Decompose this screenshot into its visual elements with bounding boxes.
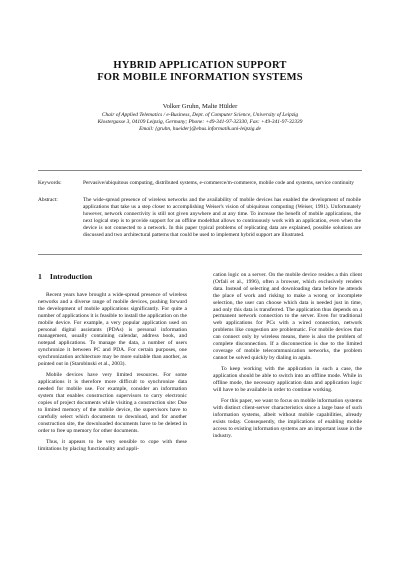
affiliation-line-1: Chair of Applied Telematics / e-Business, Dept. of Computer Science, University of Leipzig xyxy=(101,112,299,118)
left-paragraph-1: Recent years have brought a wide-spread presence of wireless networks and a diverse range of mobile devices, pushing forward the development of mobile applications significantly. For quite a number of applications it is feasible to install the application on the mobile device. For example, a very popular application used on personal digital assistants (PDAs) is personal information management, usually containing calendar, address book, and notepad applications. To manage the data, a number of users synchronize it between PC and PDA. For certain purposes, one synchronization architecture may be more suitable than another, as pointed out in (Starobinski et al., 2003). xyxy=(38,292,187,368)
keywords-label: Keywords: xyxy=(38,180,62,186)
author-affiliation xyxy=(0,112,400,132)
paper-title xyxy=(0,60,400,84)
abstract-text: The wide-spread presence of wireless networks and the availability of mobile devices has enabled the development of mobile applications that take us a step closer to accomplishing Weiser's vision of ubiquitous computing (Weiser, 1991). Unfortunately however, network connectivity is still not given anywhere and at any time. To increase the benefit of mobile applications, the next logical step is to provide support for an offline modelthat allows to continuously work with an application, even when the device is not connected to a network. In this paper typical problems of replicating data are explained, possible solutions are discussed and two architectural patterns that could be used to implement hybrid support are illustrated. xyxy=(83,197,361,238)
section-heading xyxy=(38,272,92,281)
bottom-divider xyxy=(38,254,362,255)
abstract-label: Abstract: xyxy=(38,197,58,203)
right-paragraph-2: To keep working with the application in such a case, the application should be able to switch into an offline mode. While in offline mode, the necessary application data and application logic will have to be available in order to continue working. xyxy=(213,366,362,393)
right-paragraph-3: For this paper, we want to focus on mobile information systems with distinct client-server characteristics since a large base of such information systems, albeit without mobile capabilities, already exists today. Consequently, the implications of enabling mobile access to existing information systems are an important issue in the industry. xyxy=(213,398,362,439)
keywords-text: Pervasive/ubiquitous computing, distributed systems, e-commerce/m-commerce, mobile code and systems, service continuity xyxy=(83,180,354,186)
right-column xyxy=(213,272,362,444)
affiliation-line-2: Klostergasse 3, 04109 Leipzig, Germany; Phone: +49-341-97-32330, Fax: +49-341-97-32339 xyxy=(97,118,303,125)
right-paragraph-1: cation logic on a server. On the mobile device resides a thin client (Orfali et al., 1996), often a browser, which exclusively renders data. Instead of selecting and downloading data before he attends the place of work and risking to make a wrong or incomplete selection, the user can choose which data is needed just in time, and only this data is transferred. The application thus depends on a permanent network connection to the server. Even for traditional web applications for PCs with a wired connection, network problems like congestion are problematic. For mobile devices that can connect only by wireless means, there is also the problem of complete disconnection. If a disconnection is due to the limited coverage of mobile telecommunication networks, the problem cannot be solved quickly by dialing in again. xyxy=(213,272,362,361)
title-line-2: FOR MOBILE INFORMATION SYSTEMS xyxy=(97,72,303,83)
left-paragraph-2: Mobile devices have very limited resources. For some applications it is therefore more difficult to synchronize data needed for mobile use. For example, consider an information system that enables construction supervisors to carry electronic copies of project documents while visiting a construction site: Due to limited memory of the mobile device, the supervisors have to carefully select which documents to download, and for another construction site, the downloaded documents have to be deleted in order to free up memory for other documents. xyxy=(38,372,187,434)
left-column xyxy=(38,292,187,457)
section-title: Introduction xyxy=(49,272,93,281)
left-paragraph-3: Thus, it appears to be very sensible to cope with these limitations by placing functionality and appli- xyxy=(38,439,187,453)
title-line-1: HYBRID APPLICATION SUPPORT xyxy=(113,60,287,71)
affiliation-email: Email: {gruhn, hueider}@ebus.informatik.uni-leipzig.de xyxy=(139,125,261,132)
top-divider xyxy=(38,170,362,171)
section-number: 1 xyxy=(38,272,42,281)
author-names: Volker Gruhn, Malte Hülder xyxy=(162,103,238,110)
